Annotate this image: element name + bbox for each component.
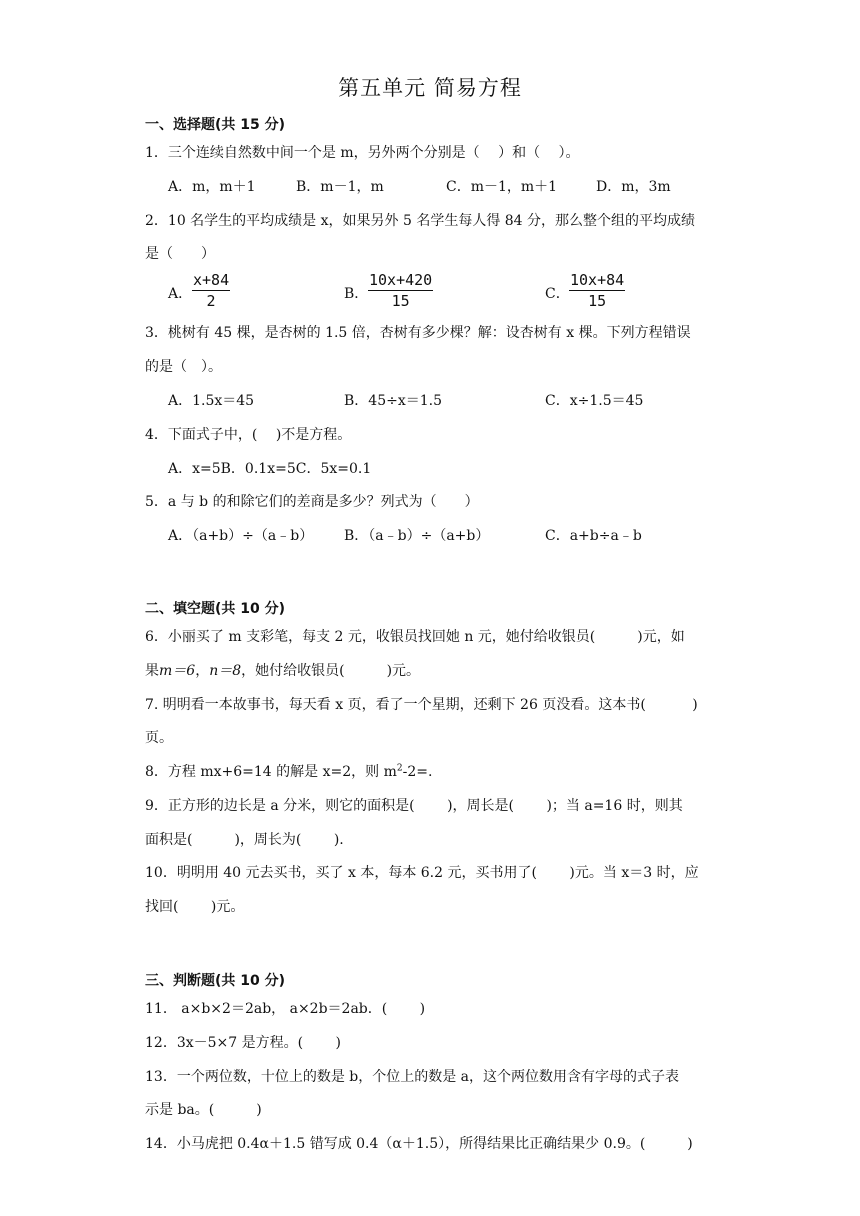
question-3-stem-line2: 的是（ ）。 bbox=[145, 359, 222, 375]
question-4-options: A．x=5B．0.1x=5C．5x=0.1 bbox=[168, 461, 372, 477]
question-14: 14．小马虎把 0.4α＋1.5 错写成 0.4（α＋1.5），所得结果比正确结果少 0.9。( ) bbox=[145, 1136, 693, 1152]
question-5-option-b: B．（a﹣b）÷（a+b） bbox=[344, 528, 490, 544]
q6-m-value: m＝6 bbox=[159, 663, 196, 679]
question-5-option-c: C．a+b÷a﹣b bbox=[545, 528, 642, 544]
question-6-line1: 6．小丽买了 m 支彩笔，每支 2 元，收银员找回她 n 元，她付给收银员( )元，如 bbox=[145, 629, 685, 645]
question-1-option-c: C．m－1，m＋1 bbox=[446, 179, 558, 195]
question-2-stem-line1: 2．10 名学生的平均成绩是 x，如果另外 5 名学生每人得 84 分，那么整个组的平均成绩 bbox=[145, 213, 696, 229]
question-2-option-a-fraction bbox=[192, 271, 230, 310]
question-2-option-b-label: B． bbox=[344, 286, 369, 302]
question-1-option-a: A．m，m＋1 bbox=[168, 179, 256, 195]
fraction-numerator: 10x+420 bbox=[369, 271, 433, 289]
fraction-numerator: 10x+84 bbox=[570, 271, 625, 289]
fraction-denominator: 2 bbox=[206, 292, 216, 310]
question-1-option-b: B．m－1，m bbox=[296, 179, 384, 195]
q6-suffix: ，她付给收银员( )元。 bbox=[241, 663, 421, 679]
question-5-stem: 5．a 与 b 的和除它们的差商是多少？列式为（ ） bbox=[145, 494, 479, 510]
section-heading-true-false: 三、判断题(共 10 分) bbox=[145, 973, 286, 989]
section-heading-choice: 一、选择题(共 15 分) bbox=[145, 117, 286, 133]
question-3-option-a: A．1.5x＝45 bbox=[168, 393, 255, 409]
question-3-stem-line1: 3．桃树有 45 棵，是杏树的 1.5 倍，杏树有多少棵？解：设杏树有 x 棵。下列方程错误 bbox=[145, 325, 691, 341]
question-12: 12．3x－5×7 是方程。( ) bbox=[145, 1035, 341, 1051]
question-11: 11． a×b×2＝2ab， a×2b＝2ab．( ) bbox=[145, 1001, 426, 1017]
question-7-line2: 页。 bbox=[145, 730, 173, 746]
question-3-option-c: C．x÷1.5＝45 bbox=[545, 393, 644, 409]
q8-superscript: 2 bbox=[396, 763, 403, 774]
q6-separator: ， bbox=[195, 663, 210, 679]
question-2-option-c-fraction bbox=[569, 271, 625, 310]
question-8 bbox=[145, 761, 432, 781]
question-6-line2 bbox=[145, 660, 420, 680]
question-9-line2: 面积是( )，周长为( ). bbox=[145, 832, 344, 848]
question-2-option-b-fraction bbox=[368, 271, 433, 310]
question-1-stem: 1．三个连续自然数中间一个是 m，另外两个分别是（ ）和（ ）。 bbox=[145, 145, 580, 161]
question-5-option-a: A．（a+b）÷（a﹣b） bbox=[168, 528, 314, 544]
question-1-option-d: D．m，3m bbox=[596, 179, 671, 195]
question-10-line2: 找回( )元。 bbox=[145, 899, 245, 915]
q6-n-value: n＝8 bbox=[209, 663, 242, 679]
question-10-line1: 10．明明用 40 元去买书，买了 x 本，每本 6.2 元，买书用了( )元。当 x＝3 时，应 bbox=[145, 865, 699, 881]
section-heading-fill-blank: 二、填空题(共 10 分) bbox=[145, 601, 286, 617]
page-title: 第五单元 简易方程 bbox=[338, 76, 522, 100]
question-13-line1: 13．一个两位数，十位上的数是 b，个位上的数是 a，这个两位数用含有字母的式子表 bbox=[145, 1069, 680, 1085]
fraction-denominator: 15 bbox=[588, 292, 607, 310]
fraction-numerator: x+84 bbox=[193, 271, 230, 289]
question-7-line1: 7. 明明看一本故事书，每天看 x 页，看了一个星期，还剩下 26 页没看。这本书( ) bbox=[145, 697, 698, 713]
question-3-option-b: B．45÷x＝1.5 bbox=[344, 393, 442, 409]
question-9-line1: 9．正方形的边长是 a 分米，则它的面积是( )，周长是( )；当 a=16 时，则其 bbox=[145, 798, 683, 814]
question-2-option-c-label: C． bbox=[545, 286, 570, 302]
q6-prefix: 果 bbox=[145, 663, 159, 679]
question-2-stem-line2: 是（ ） bbox=[145, 246, 215, 262]
q8-text: 8．方程 mx+6=14 的解是 x=2，则 m bbox=[145, 764, 397, 780]
q8-text-end: -2=. bbox=[402, 764, 433, 780]
fraction-denominator: 15 bbox=[391, 292, 410, 310]
question-2-option-a-label: A． bbox=[168, 286, 193, 302]
question-13-line2: 示是 ba。( ) bbox=[145, 1102, 262, 1118]
question-4-stem: 4．下面式子中，( )不是方程。 bbox=[145, 427, 352, 443]
